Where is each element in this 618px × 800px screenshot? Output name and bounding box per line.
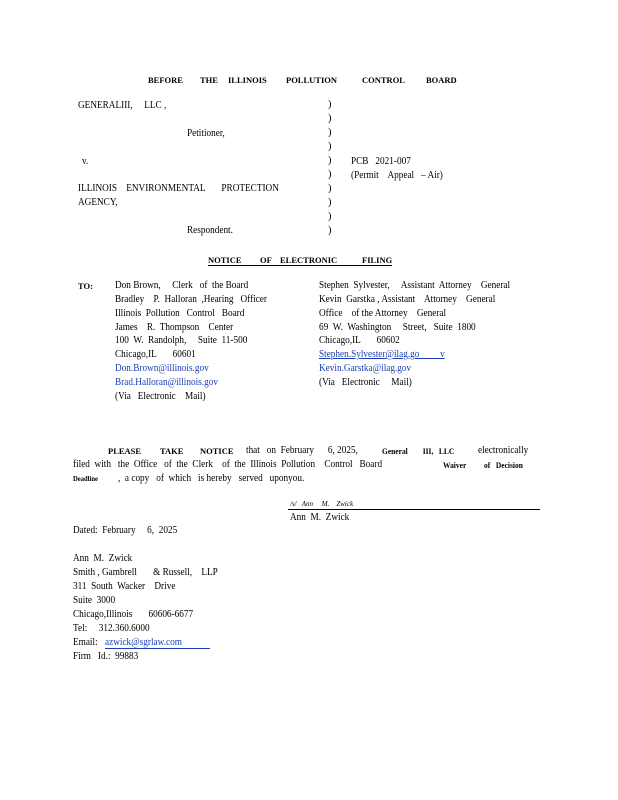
firm-id: Firm Id.: 99883 (73, 651, 139, 662)
caption-paren: ) (328, 183, 332, 194)
header-word: THE (200, 75, 218, 85)
delivery-note: (Via Electronic Mail) (115, 391, 206, 402)
electronic-signature: /s/ Ann M. Zwick (290, 500, 354, 508)
dated-line: Dated: February 6, 2025 (73, 525, 178, 536)
caption-paren: ) (328, 211, 332, 222)
caption-paren: ) (328, 127, 332, 138)
recipient-line: Office of the Attorney General (319, 308, 447, 319)
recipient-line: 100 W. Randolph, Suite 11-500 (115, 335, 248, 346)
email-label: Email: (73, 637, 98, 648)
respondent-role: Respondent. (187, 225, 233, 236)
recipient-line: Kevin Garstka , Assistant Attorney General (319, 294, 496, 305)
body-line3: , a copy of which is hereby served uponyou. (118, 473, 305, 484)
title-word: FILING (362, 255, 393, 265)
caption-paren: ) (328, 155, 332, 166)
signature-line (288, 509, 540, 510)
body-line2: filed with the Office of the Clerk of the Illinois Pollution Control Board (73, 459, 383, 470)
recipient-line: James R. Thompson Center (115, 322, 234, 333)
title-word: OF (260, 255, 272, 265)
respondent-name-line2: AGENCY, (78, 197, 118, 208)
to-label: TO: (78, 281, 93, 291)
caption-paren: ) (328, 113, 332, 124)
recipient-email-link[interactable]: Stephen.Sylvester@ilag.go v (319, 349, 445, 360)
petitioner-role: Petitioner, (187, 128, 225, 139)
respondent-name-line1: ILLINOIS ENVIRONMENTAL PROTECTION (78, 183, 279, 194)
recipient-email-link[interactable]: Brad.Halloran@illinois.gov (115, 377, 218, 388)
block-line: Ann M. Zwick (73, 553, 133, 564)
recipient-line: Stephen Sylvester, Assistant Attorney General (319, 280, 511, 291)
recipient-line: Chicago,IL 60602 (319, 335, 400, 346)
body-notice: NOTICE (200, 446, 234, 456)
caption-paren: ) (328, 99, 332, 110)
body-please: PLEASE (108, 446, 142, 456)
title-underline (208, 265, 392, 266)
caption-paren: ) (328, 141, 332, 152)
block-line: Smith , Gambrell & Russell, LLP (73, 567, 218, 578)
title-word: NOTICE (208, 255, 242, 265)
attorney-email-link[interactable]: azwick@sgrlaw.com (105, 637, 182, 648)
caption-paren: ) (328, 169, 332, 180)
recipient-line: 69 W. Washington Street, Suite 1800 (319, 322, 476, 333)
body-deadline: Deadline (73, 474, 98, 483)
block-line: Tel: 312.360.6000 (73, 623, 150, 634)
body-party: General III, LLC (382, 446, 455, 456)
caption-paren: ) (328, 225, 332, 236)
caption-paren: ) (328, 197, 332, 208)
case-type: (Permit Appeal – Air) (351, 170, 443, 181)
header-word: ILLINOIS (228, 75, 267, 85)
header-word: BOARD (426, 75, 457, 85)
body-take: TAKE (160, 446, 184, 456)
recipient-line: Bradley P. Halloran ,Hearing Officer (115, 294, 267, 305)
recipient-email-link[interactable]: Kevin.Garstka@ilag.gov (319, 363, 412, 374)
signer-name: Ann M. Zwick (290, 512, 350, 523)
header-word: POLLUTION (286, 75, 338, 85)
email-underline (105, 648, 210, 649)
body-of-decision: of Decision (484, 460, 523, 470)
body-waiver: Waiver (443, 460, 467, 470)
versus-text: v. (82, 156, 89, 167)
recipient-line: Illinois Pollution Control Board (115, 308, 245, 319)
recipient-line: Chicago,IL 60601 (115, 349, 196, 360)
delivery-note: (Via Electronic Mail) (319, 377, 412, 388)
block-line: Chicago,Illinois 60606-6677 (73, 609, 194, 620)
header-word: BEFORE (148, 75, 183, 85)
body-line1-end: electronically (478, 445, 529, 456)
title-word: ELECTRONIC (280, 255, 338, 265)
block-line: Suite 3000 (73, 595, 116, 606)
body-line1: that on February 6, 2025, (246, 445, 358, 456)
petitioner-name: GENERALIII, LLC , (78, 100, 167, 111)
case-number: PCB 2021-007 (351, 156, 411, 167)
recipient-line: Don Brown, Clerk of the Board (115, 280, 249, 291)
block-line: 311 South Wacker Drive (73, 581, 176, 592)
header-word: CONTROL (362, 75, 405, 85)
recipient-email-link[interactable]: Don.Brown@illinois.gov (115, 363, 209, 374)
